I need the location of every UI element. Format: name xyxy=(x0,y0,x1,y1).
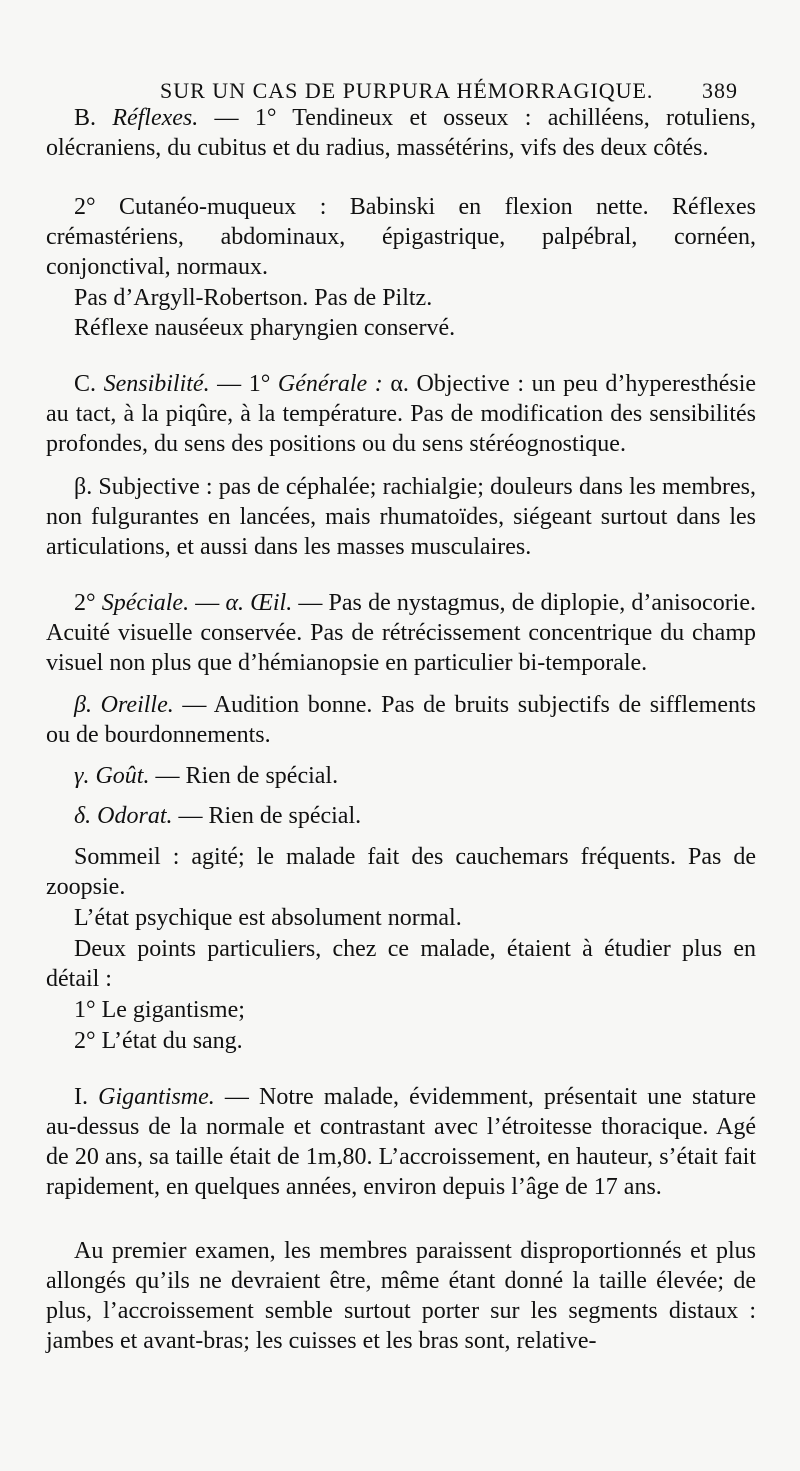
heading-separator: — xyxy=(189,590,226,616)
paragraph-speciale xyxy=(46,588,756,678)
list-item-gigantisme: 1° Le gigantisme; xyxy=(74,997,245,1023)
subsection-heading: α. Œil. xyxy=(225,590,293,616)
paragraph-text: — Notre malade, évidemment, présentait une stature au-dessus de la normale et contrastant avec l’étroitesse thoracique. Agé de 20 ans, sa taille était de 1m,80. L’accroissement, en hauteur, s’était fait rapidement, en quelques années, environ depuis l’âge de 17 ans. xyxy=(46,1084,757,1200)
subsection-heading: δ. Odorat. xyxy=(74,803,173,829)
section-heading: Réflexes. xyxy=(112,105,199,131)
subsection-heading: γ. Goût. xyxy=(74,763,150,789)
paragraph-text: — Rien de spécial. xyxy=(149,763,339,789)
heading-separator: — 1° xyxy=(209,371,278,397)
paragraph-text: α. Objective : un peu d’hyperesthésie au tact, à la piqûre, à la température. Pas de modification des sensibilités profondes, du sens des positions ou du sens stéréognostique. xyxy=(46,371,757,457)
paragraph-cutaneo: 2° Cutanéo-muqueux : Babinski en flexion nette. Réflexes crémastériens, abdominaux, épigastrique, palpébral, cornéen, conjonctival, normaux. xyxy=(46,194,756,280)
page-number: 389 xyxy=(702,78,738,103)
list-item-etat-du-sang: 2° L’état du sang. xyxy=(74,1028,243,1054)
section-letter: C. xyxy=(74,371,97,397)
paragraph-odorat xyxy=(46,801,756,831)
subsection-heading: Générale : xyxy=(277,371,383,397)
paragraph-argyll: Pas d’Argyll-Robertson. Pas de Piltz. xyxy=(74,285,433,311)
section-heading: Sensibilité. xyxy=(103,371,210,397)
paragraph-text: — Rien de spécial. xyxy=(172,803,362,829)
paragraph-text: — 1° Tendineux et osseux : achilléens, rotuliens, olécraniens, du cubitus et du radius, massétérins, vifs des deux côtés. xyxy=(46,105,756,161)
paragraph-deux-points: Deux points particuliers, chez ce malade, étaient à étudier plus en détail : xyxy=(46,936,756,992)
paragraph-reflexes xyxy=(46,103,756,163)
section-letter: I. xyxy=(74,1084,88,1110)
paragraph-etat-psychique: L’état psychique est absolument normal. xyxy=(74,905,462,931)
paragraph-gout xyxy=(46,761,756,791)
paragraph-reflexe-nauseeux: Réflexe nauséeux pharyngien conservé. xyxy=(74,315,456,341)
paragraph-sensibilite xyxy=(46,369,756,459)
paragraph-text: — Pas de nystagmus, de diplopie, d’anisocorie. Acuité visuelle conservée. Pas de rétrécissement concentrique du champ visuel non plus que d’hémianopsie en particulier bi-temporale. xyxy=(46,590,757,676)
paragraph-subjective: β. Subjective : pas de céphalée; rachialgie; douleurs dans les membres, non fulgurantes en lancées, mais rhumatoïdes, siégeant surtout dans les articulations, et aussi dans les masses musculaires. xyxy=(46,474,756,560)
subsection-heading: β. Oreille. xyxy=(74,692,174,718)
section-number: 2° xyxy=(74,590,102,616)
paragraph-text: — Audition bonne. Pas de bruits subjectifs de sifflements ou de bourdonnements. xyxy=(46,692,757,748)
paragraph-sommeil: Sommeil : agité; le malade fait des cauchemars fréquents. Pas de zoopsie. xyxy=(46,844,756,900)
section-heading: Spéciale. xyxy=(101,590,190,616)
paragraph-premier-examen: Au premier examen, les membres paraissent disproportionnés et plus allongés qu’ils ne devraient être, même étant donné la taille élevée; de plus, l’accroissement semble surtout porter sur les segments distaux : jambes et avant-bras; les cuisses et les bras sont, relative- xyxy=(46,1238,756,1354)
running-title: SUR UN CAS DE PURPURA HÉMORRAGIQUE. xyxy=(160,78,654,103)
section-heading: Gigantisme. xyxy=(98,1084,215,1110)
paragraph-oreille xyxy=(46,690,756,750)
section-letter: B. xyxy=(74,105,97,131)
paragraph-gigantisme xyxy=(46,1082,756,1202)
